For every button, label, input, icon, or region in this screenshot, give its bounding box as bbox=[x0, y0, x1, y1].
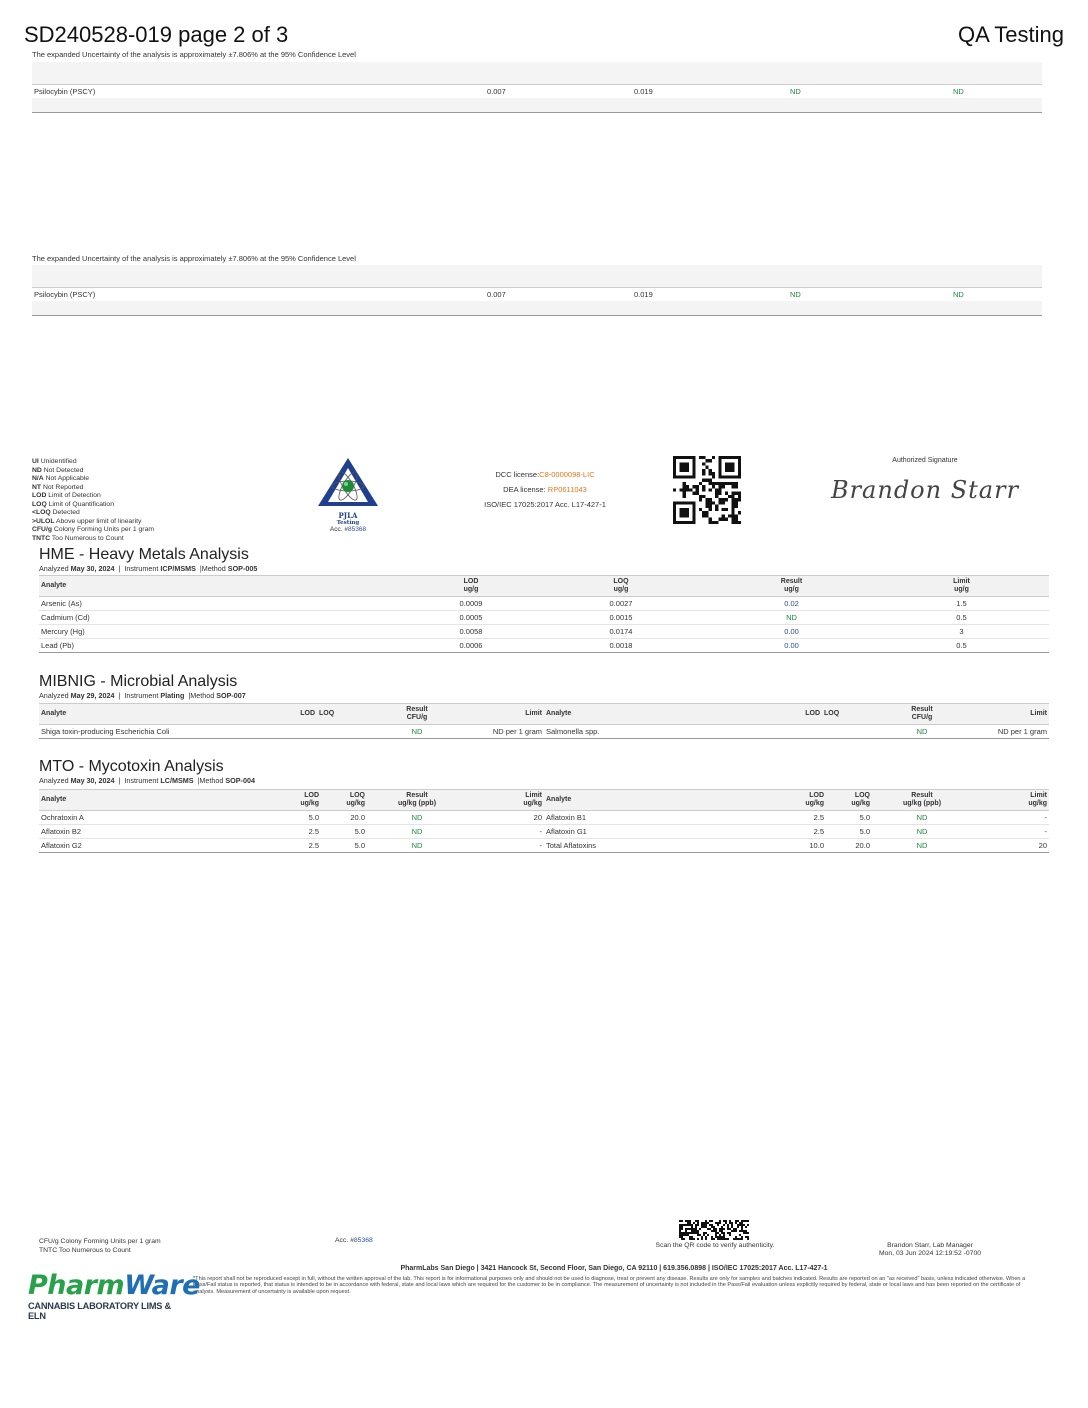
table-row: Cadmium (Cd) 0.0005 0.0015 ND 0.5 bbox=[39, 611, 1049, 625]
dcc-license-label: DCC license: bbox=[495, 470, 540, 479]
table-row: Shiga toxin-producing Escherichia Coli ND ND per 1 gram Salmonella spp. ND ND per 1 gram bbox=[39, 725, 1049, 739]
table-header-band bbox=[32, 62, 1042, 84]
mibnig-meta: Analyzed May 29, 2024 | Instrument Plating |Method SOP-007 bbox=[39, 691, 246, 700]
table-row: Ochratoxin A 5.0 20.0 ND 20 Aflatoxin B1 2.5 5.0 ND - bbox=[39, 811, 1049, 825]
mto-table bbox=[39, 789, 1049, 853]
legend-item: LOD Limit of Detection bbox=[32, 492, 101, 499]
table-row-band bbox=[32, 98, 1042, 112]
disclaimer: *This report shall not be reproduced except in full, without the written approval of the lab. This report is for informational purposes only and should not be used to diagnose, treat or prevent any disease. Results are only for samples and batches indicated. Results are reported on an "as received" basis, unless indicated otherwise. When a Pass/Fail status is reported, that status is intended to be in accordance with federal, state and local laws which are required for the customer to be in compliance. The measurement of uncertainty is not included in the Pass/Fail evaluation unless explicitly required by federal, state or local laws and has been reported on the certificate of analysis. Measurement of uncertainty is available upon request. bbox=[193, 1276, 1026, 1295]
legend-item: <LOQ Detected bbox=[32, 509, 80, 516]
col-lod: LOD ug/g bbox=[409, 576, 533, 597]
lab-name: QA Testing bbox=[958, 22, 1064, 47]
table-row: Aflatoxin B2 2.5 5.0 ND - Aflatoxin G1 2.5 5.0 ND - bbox=[39, 825, 1049, 839]
mto-title: MTO - Mycotoxin Analysis bbox=[39, 758, 224, 775]
iso-accreditation: ISO/IEC 17025:2017 Acc. L17-427-1 bbox=[484, 500, 606, 509]
uncertainty-note: The expanded Uncertainty of the analysis is approximately ±7.806% at the 95% Confidence Level bbox=[32, 50, 356, 59]
col-limit: Limit ug/g bbox=[874, 576, 1049, 597]
result-value: ND bbox=[953, 87, 964, 96]
legend-item: >ULOL Above upper limit of linearity bbox=[32, 517, 142, 525]
footer-accreditation: Acc. #85368 bbox=[335, 1237, 373, 1244]
result-value: ND bbox=[790, 290, 801, 299]
legend-item: LOQ Limit of Quantification bbox=[32, 500, 114, 508]
legend-item: N/A Not Applicable bbox=[32, 475, 90, 482]
result-value: ND bbox=[953, 290, 964, 299]
uncertainty-note: The expanded Uncertainty of the analysis is approximately ±7.806% at the 95% Confidence Level bbox=[32, 254, 356, 263]
qr-code-icon[interactable] bbox=[672, 456, 742, 524]
col-analyte: Analyte bbox=[39, 576, 409, 597]
hme-title: HME - Heavy Metals Analysis bbox=[39, 546, 249, 563]
hme-table bbox=[39, 575, 1049, 653]
result-value: ND bbox=[790, 87, 801, 96]
table-row: Arsenic (As) 0.0009 0.0027 0.02 1.5 bbox=[39, 597, 1049, 611]
legend-item: CFU/g Colony Forming Units per 1 gram bbox=[39, 1238, 161, 1245]
scan-instructions: Scan the QR code to verify authenticity. bbox=[655, 1242, 775, 1249]
divider bbox=[32, 287, 1042, 288]
abbreviation-legend bbox=[32, 458, 154, 543]
lod-value: 0.007 bbox=[487, 290, 506, 299]
signature-block bbox=[828, 457, 1022, 504]
loq-value: 0.019 bbox=[634, 290, 653, 299]
report-title: SD240528-019 page 2 of 3 bbox=[24, 22, 289, 47]
pjla-logo-icon bbox=[316, 456, 380, 508]
divider bbox=[32, 315, 1042, 316]
pjla-accreditation bbox=[316, 456, 380, 533]
verification-qr-icon[interactable] bbox=[679, 1220, 749, 1240]
pjla-logo-text: PJLA bbox=[338, 511, 358, 520]
hme-meta: Analyzed May 30, 2024 | Instrument ICP/MSMS |Method SOP-005 bbox=[39, 564, 258, 573]
analyte-name: Psilocybin (PSCY) bbox=[34, 87, 96, 96]
divider bbox=[32, 112, 1042, 113]
legend-item: UI Unidentified bbox=[32, 458, 77, 465]
mibnig-title: MIBNIG - Microbial Analysis bbox=[39, 673, 238, 690]
lab-address: PharmLabs San Diego | 3421 Hancock St, Second Floor, San Diego, CA 92110 | 619.356.0898 | ISO/IEC 17025:2017 Acc. L17-427-1 bbox=[400, 1265, 828, 1272]
signature-image: Brandon Starr bbox=[830, 476, 1020, 504]
table-header-band bbox=[32, 265, 1042, 287]
col-loq: LOQ ug/g bbox=[533, 576, 709, 597]
col-result: Result ug/g bbox=[709, 576, 874, 597]
lab-manager: Brandon Starr, Lab Manager Mon, 03 Jun 2024 12:19:52 -0700 bbox=[850, 1242, 1010, 1258]
lod-value: 0.007 bbox=[487, 87, 506, 96]
mibnig-table bbox=[39, 703, 1049, 739]
table-row-band bbox=[32, 301, 1042, 315]
table-header-row: Analyte LOD LOQ Result CFU/g Limit Analyte LOD LOQ Result CFU/g Limit bbox=[39, 704, 1049, 725]
signature-label: Authorized Signature bbox=[892, 457, 958, 464]
report-timestamp: Mon, 03 Jun 2024 12:19:52 -0700 bbox=[878, 1250, 982, 1257]
legend-item: ND Not Detected bbox=[32, 466, 84, 474]
legend-item: CFU/g Colony Forming Units per 1 gram bbox=[32, 526, 155, 533]
dea-license-value: RP0611043 bbox=[547, 485, 587, 494]
license-block bbox=[450, 467, 640, 512]
table-header-row: Analyte LOD ug/kg LOQ ug/kg Result ug/kg (ppb) Limit ug/kg Analyte LOD ug/kg LOQ ug/kg Result ug/kg (ppb) Limit ug/kg bbox=[39, 790, 1049, 811]
pharmware-logo: PharmWare CANNABIS LABORATORY LIMS & ELN bbox=[28, 1270, 200, 1321]
legend-item: TNTC Too Numerous to Count bbox=[39, 1246, 131, 1254]
table-row: Lead (Pb) 0.0006 0.0018 0.00 0.5 bbox=[39, 639, 1049, 653]
divider bbox=[32, 84, 1042, 85]
loq-value: 0.019 bbox=[634, 87, 653, 96]
table-row: Aflatoxin G2 2.5 5.0 ND - Total Aflatoxins 10.0 20.0 ND 20 bbox=[39, 839, 1049, 853]
pjla-logo-sub: Testing bbox=[336, 520, 360, 526]
table-row: Mercury (Hg) 0.0058 0.0174 0.00 3 bbox=[39, 625, 1049, 639]
accreditation-number: Acc. #85368 bbox=[329, 526, 367, 533]
legend-item: TNTC Too Numerous to Count bbox=[32, 534, 124, 542]
footer-legend bbox=[39, 1238, 161, 1255]
dea-license-label: DEA license: bbox=[503, 485, 546, 494]
analyte-name: Psilocybin (PSCY) bbox=[34, 290, 96, 299]
legend-item: NT Not Reported bbox=[32, 483, 84, 491]
dcc-license-value: C8-0000098-LIC bbox=[539, 470, 595, 479]
mto-meta: Analyzed May 30, 2024 | Instrument LC/MSMS |Method SOP-004 bbox=[39, 776, 255, 785]
table-header-row bbox=[39, 576, 1049, 597]
